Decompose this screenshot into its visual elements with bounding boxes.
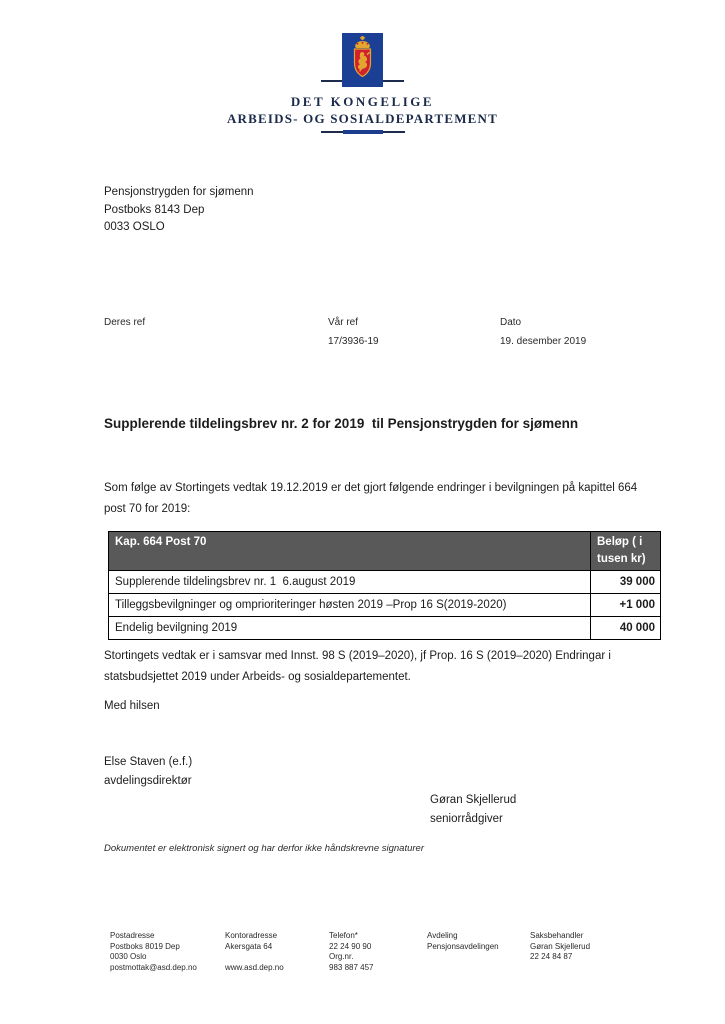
letterhead-bottom-rule — [321, 130, 405, 134]
signer-title: avdelingsdirektør — [104, 775, 192, 787]
footer-label: Kontoradresse — [225, 931, 278, 940]
var-ref-label: Vår ref — [328, 317, 359, 328]
footer-saksbehandler — [530, 931, 630, 963]
footer-kontoradresse — [225, 931, 325, 973]
signer-title: seniorrådgiver — [430, 813, 503, 825]
footer-label: Postadresse — [110, 931, 155, 940]
recipient-street: Postboks 8143 Dep — [104, 203, 205, 216]
allocation-table — [108, 531, 661, 640]
row-label: Endelig bevilgning 2019 — [109, 617, 591, 640]
table-header-chapter: Kap. 664 Post 70 — [109, 532, 591, 571]
crest-row — [321, 33, 404, 87]
table-header-amount: Beløp ( i tusen kr) — [591, 532, 661, 571]
body-paragraph-1: Som følge av Stortingets vedtak 19.12.2019 er det gjort følgende endringer i bevilgningen på kapittel 664 post 70 for 2019: — [104, 482, 638, 515]
footer-value: 22 24 84 87 — [530, 952, 573, 962]
dato-label: Dato — [500, 317, 522, 328]
footer-value: 22 24 90 90 — [329, 941, 372, 951]
footer-postadresse — [110, 931, 222, 973]
footer-value: Gøran Skjellerud — [530, 941, 591, 951]
var-ref-value: 17/3936-19 — [328, 336, 379, 347]
signer-name: Gøran Skjellerud — [430, 794, 517, 806]
ministry-letterhead — [0, 33, 725, 134]
table-row — [109, 594, 661, 617]
electronic-signature-note: Dokumentet er elektronisk signert og har derfor ikke håndskrevne signaturer — [104, 843, 424, 854]
deres-ref-label: Deres ref — [104, 317, 146, 328]
letterhead-right-rule — [383, 80, 404, 82]
footer-value: 983 887 457 — [329, 962, 374, 972]
row-amount: 39 000 — [591, 571, 661, 594]
signer-name: Else Staven (e.f.) — [104, 756, 193, 768]
footer-label: Saksbehandler — [530, 931, 584, 940]
footer-label: Org.nr. — [329, 952, 354, 962]
letterhead-left-rule — [321, 80, 342, 82]
row-amount: 40 000 — [591, 617, 661, 640]
body-paragraph-2: Stortingets vedtak er i samsvar med Innst. 98 S (2019–2020), jf Prop. 16 S (2019–2020) Endringar i statsbudsjettet 2019 under Arbeids- og sosialdepartementet. — [104, 650, 611, 683]
table-row — [109, 571, 661, 594]
row-label: Tilleggsbevilgninger og omprioriteringer høsten 2019 –Prop 16 S(2019-2020) — [109, 594, 591, 617]
closing-salutation: Med hilsen — [104, 700, 160, 712]
recipient-city: 0033 OSLO — [104, 221, 165, 233]
dato-value: 19. desember 2019 — [500, 336, 587, 347]
norwegian-coat-of-arms-icon — [342, 33, 383, 87]
footer-avdeling — [427, 931, 527, 952]
footer-value: 0030 Oslo — [110, 952, 147, 962]
recipient-address — [104, 184, 254, 237]
footer-value: Pensjonsavdelingen — [427, 941, 499, 951]
table-row — [109, 617, 661, 640]
footer-value — [225, 952, 325, 963]
footer-website: www.asd.dep.no — [225, 962, 284, 972]
footer-email: postmottak@asd.dep.no — [110, 962, 197, 972]
footer-value: Akersgata 64 — [225, 941, 273, 951]
row-label: Supplerende tildelingsbrev nr. 1 6.august 2019 — [109, 571, 591, 594]
ministry-name-line1: DET KONGELIGE — [290, 94, 435, 109]
footer-value: Postboks 8019 Dep — [110, 941, 180, 951]
recipient-name: Pensjonstrygden for sjømenn — [104, 186, 254, 198]
signature-right — [430, 791, 516, 829]
ministry-name-line2: ARBEIDS- OG SOSIALDEPARTEMENT — [226, 111, 499, 126]
footer-telefon — [329, 931, 424, 973]
letter-subject: Supplerende tildelingsbrev nr. 2 for 2019 til Pensjonstrygden for sjømenn — [104, 416, 579, 431]
footer-label: Telefon* — [329, 931, 358, 940]
row-amount: +1 000 — [591, 594, 661, 617]
footer-label: Avdeling — [427, 931, 458, 940]
table-header-row — [109, 532, 661, 571]
signature-left — [104, 753, 192, 791]
